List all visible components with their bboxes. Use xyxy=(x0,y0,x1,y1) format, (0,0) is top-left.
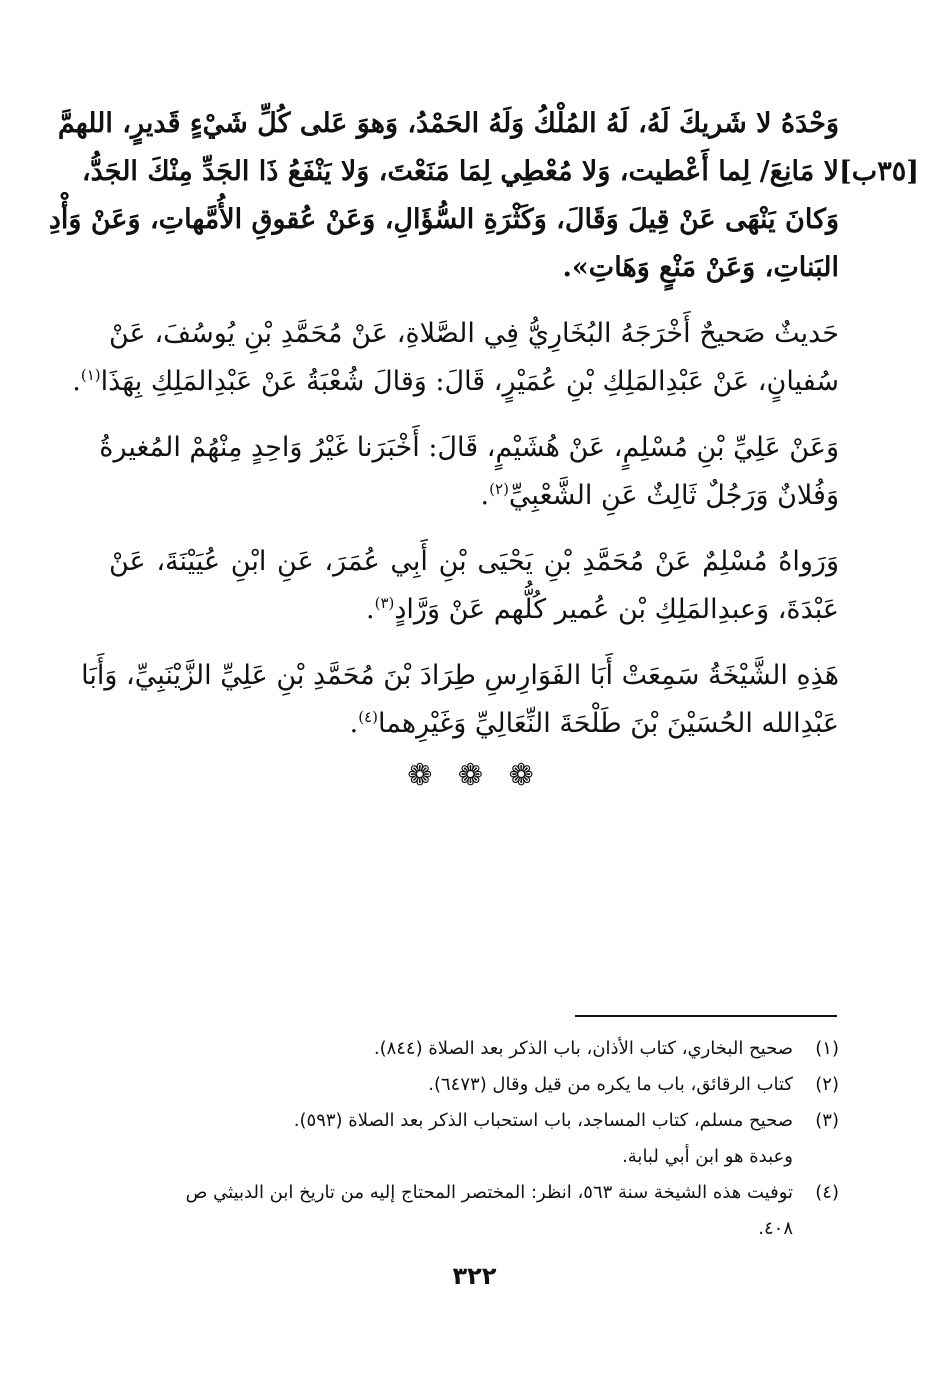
footnote-number: (٤) xyxy=(815,1182,839,1203)
body-line-with-footnote xyxy=(109,472,839,520)
body-line-with-footnote xyxy=(72,358,839,406)
footnote-text: توفيت هذه الشيخة سنة ٥٦٣، انظر: المختصر المحتاج إليه من تاريخ ابن الدبيثي ص xyxy=(185,1182,793,1203)
footnote xyxy=(109,1067,839,1103)
footnote-number: (١) xyxy=(815,1038,839,1059)
end-period: . xyxy=(72,366,81,397)
footnote-continuation: ٤٠٨. xyxy=(758,1218,793,1239)
end-period: . xyxy=(349,708,359,739)
footnote xyxy=(109,1031,839,1067)
body-line: وَعَنْ عَلِيِّ بْنِ مُسْلِمٍ، عَنْ هُشَيْمٍ، قَالَ: أَخْبَرَنا غَيْرُ وَاحِدٍ مِنْهُمْ المُغيرةُ xyxy=(99,432,839,463)
footnote-divider xyxy=(575,1015,837,1017)
end-period: . xyxy=(480,480,490,511)
manuscript-folio-marker: [٣٥ب] xyxy=(839,156,919,187)
footnote-number: (٣) xyxy=(815,1110,839,1131)
body-line-text: عَبْدِالله الحُسَيْنَ بْنَ طَلْحَةَ النِّعَالِيِّ وَغَيْرِهما xyxy=(378,708,839,739)
ornament-separator: ❁ ❁ ❁ xyxy=(407,758,542,793)
body-line: البَناتِ، وَعَنْ مَنْعٍ وَهَاتِ». xyxy=(562,252,839,283)
footnote-ref[interactable]: (٤) xyxy=(358,708,379,726)
footnote-text: صحيح البخاري، كتاب الأذان، باب الذكر بعد الصلاة (٨٤٤). xyxy=(373,1038,793,1059)
body-line-text: وَفُلانٌ وَرَجُلٌ ثَالِثٌ عَنِ الشَّعْبِيِّ xyxy=(508,480,839,511)
body-line: وَرَواهُ مُسْلِمٌ عَنْ مُحَمَّدِ بْنِ يَحْيَى بْنِ أَبِي عُمَرَ، عَنِ ابْنِ عُيَيْنَةَ، عَنْ xyxy=(109,546,839,577)
body-line: لا مَانِعَ/ لِما أَعْطيت، وَلا مُعْطِي لِمَا مَنَعْتَ، وَلا يَنْفَعُ ذَا الجَدِّ مِنْكَ الجَدُّ، xyxy=(81,156,839,187)
end-period: . xyxy=(366,594,375,625)
footnote-continuation: وعبدة هو ابن أبي لبابة. xyxy=(622,1146,793,1167)
body-line: وَكانَ يَنْهَى عَنْ قِيلَ وَقَالَ، وَكَثْرَةِ السُّؤَالِ، وَعَنْ عُقوقِ الأُمَّهاتِ، وَعَنْ وَأْدِ xyxy=(48,204,839,235)
page-number: ٣٢٢ xyxy=(452,1262,497,1290)
body-line-text: عَبْدَةَ، وَعبدِالمَلِكِ بْن عُمير كُلُّهم عَنْ وَرَّادٍ xyxy=(394,594,839,625)
body-line-with-footnote xyxy=(109,700,839,748)
body-line: وَحْدَهُ لا شَريكَ لَهُ، لَهُ المُلْكُ وَلَهُ الحَمْدُ، وَهوَ عَلى كُلِّ شَيْءٍ قَديرٍ، اللهمَّ xyxy=(57,108,839,139)
body-line-text: سُفيانٍ، عَنْ عَبْدِالمَلِكِ بْنِ عُمَيْرٍ، قَالَ: وَقالَ شُعْبَةُ عَنْ عَبْدِالمَلِكِ بِهَذَا xyxy=(100,366,839,397)
footnote-ref[interactable]: (٢) xyxy=(489,480,509,498)
body-line: حَديثٌ صَحيحٌ أَخْرَجَهُ البُخَارِيُّ فِي الصَّلاةِ، عَنْ مُحَمَّدِ بْنِ يُوسُفَ، عَنْ xyxy=(109,318,839,349)
footnote-number: (٢) xyxy=(815,1074,839,1095)
footnote-ref[interactable]: (٣) xyxy=(374,594,395,612)
body-line-with-footnote xyxy=(109,586,839,634)
body-line: هَذِهِ الشَّيْخَةُ سَمِعَتْ أَبَا الفَوَارِسِ طِرَادَ بْنَ مُحَمَّدِ بْنِ عَلِيِّ الزَّيْنَبِيِّ، وَأَبَا xyxy=(81,660,839,691)
footnote xyxy=(109,1103,839,1139)
footnote-text: كتاب الرقائق، باب ما يكره من قيل وقال (٦٤٧٣). xyxy=(428,1074,793,1095)
footnote-text: صحيح مسلم، كتاب المساجد، باب استحباب الذكر بعد الصلاة (٥٩٣). xyxy=(293,1110,793,1131)
footnote-ref[interactable]: (١) xyxy=(80,366,101,384)
footnote xyxy=(109,1175,839,1211)
